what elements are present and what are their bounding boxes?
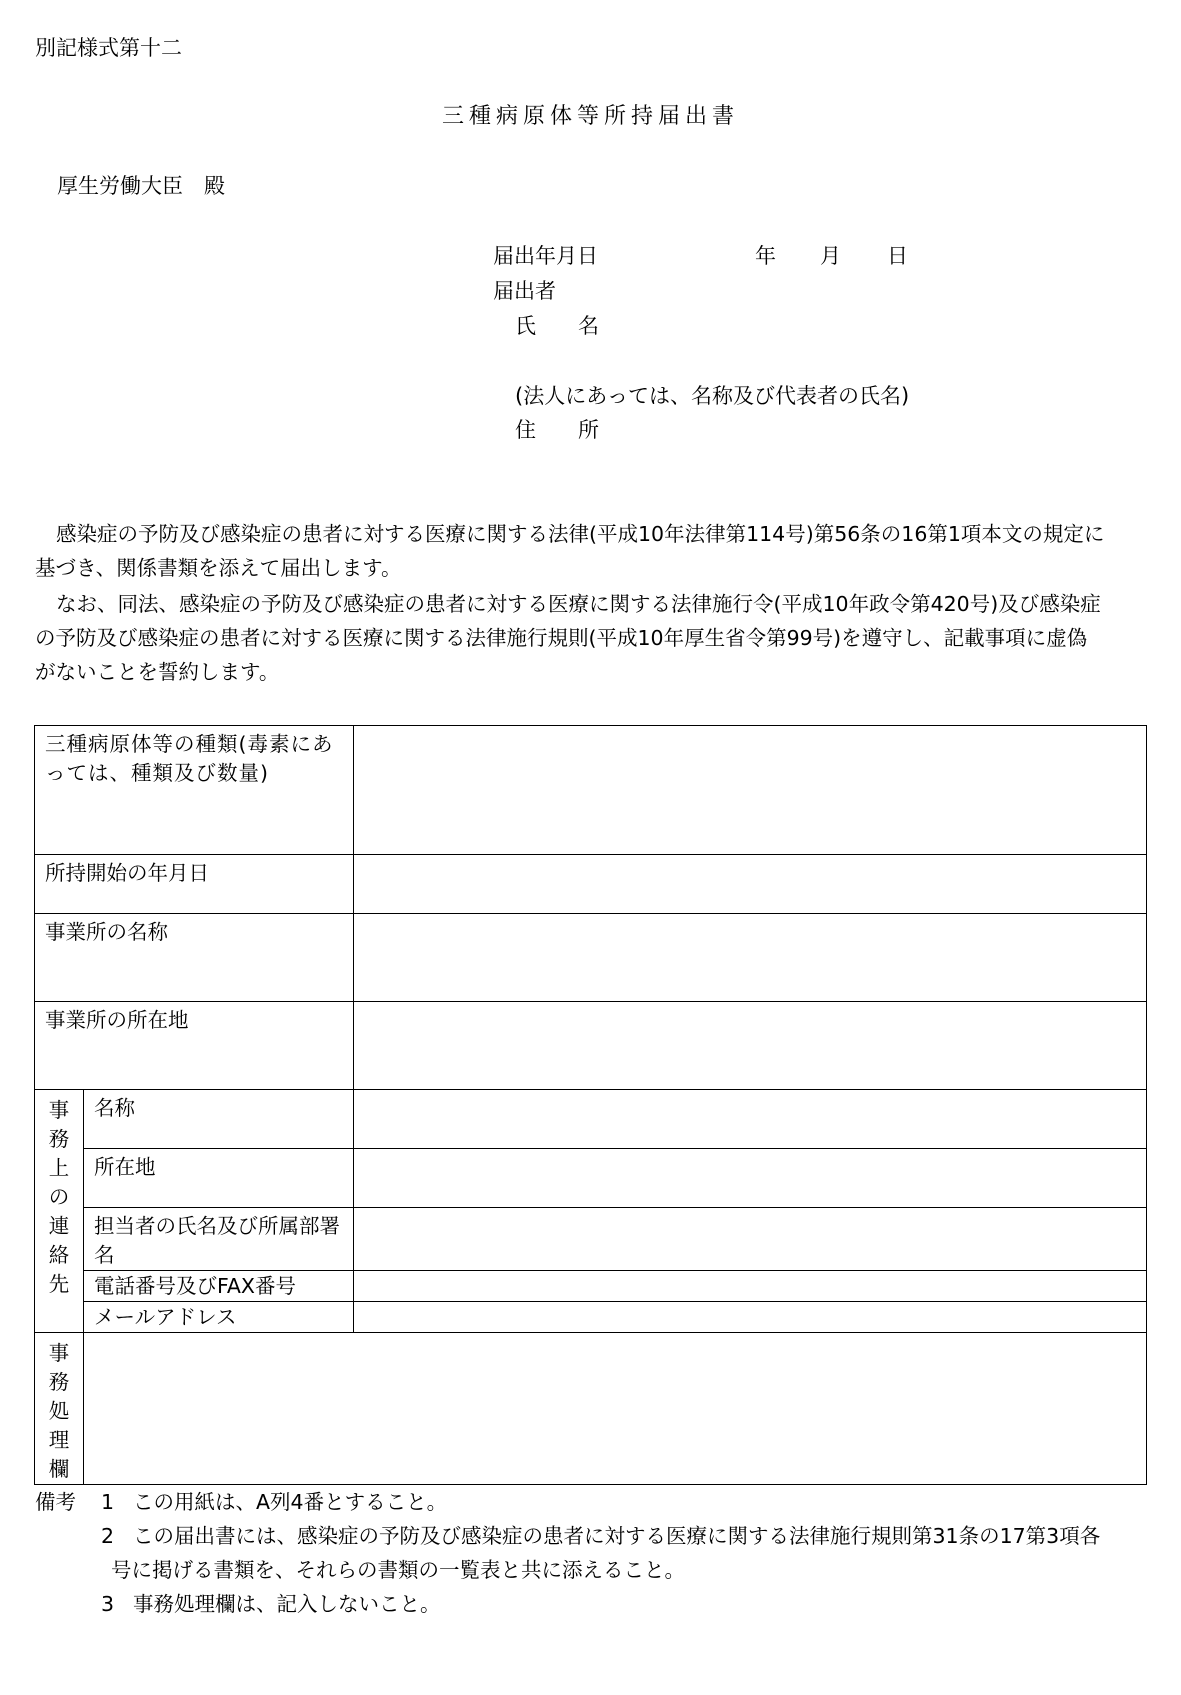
corporate-note: (法人にあっては、名称及び代表者の氏名): [515, 384, 910, 408]
table-row: [35, 1302, 1147, 1333]
contact-name-label: 名称: [84, 1090, 354, 1149]
paragraph2-line2: の予防及び感染症の患者に対する医療に関する法律施行規則(平成10年厚生省令第99号)を遵守し、記載事項に虚偽: [35, 626, 1088, 650]
table-row: [35, 1208, 1147, 1271]
date-day-label: 日: [887, 244, 908, 268]
possession-start-label: 所持開始の年月日: [35, 855, 354, 914]
table-row: [35, 1002, 1147, 1090]
table-row: [35, 1333, 1147, 1485]
addressee: 厚生労働大臣 殿: [57, 174, 225, 198]
contact-location-field[interactable]: [354, 1149, 1147, 1208]
paragraph2-line1: なお、同法、感染症の予防及び感染症の患者に対する医療に関する法律施行令(平成10年政令第420号)及び感染症: [56, 592, 1101, 616]
address-label: 住所: [515, 418, 641, 442]
notifier-label: 届出者: [493, 279, 556, 303]
table-row: [35, 1090, 1147, 1149]
note-3: 事務処理欄は、記入しないこと。: [133, 1592, 441, 1616]
form-code: 別記様式第十二: [35, 36, 182, 60]
contact-person-label: 担当者の氏名及び所属部署名: [84, 1208, 354, 1271]
note-2-number: 2: [101, 1524, 115, 1548]
note-1: この用紙は、A列4番とすること。: [133, 1490, 448, 1514]
paragraph1-line2: 基づき、関係書類を添えて届出します。: [35, 556, 402, 580]
paragraph2-line3: がないことを誓約します。: [35, 660, 280, 684]
contact-name-field[interactable]: [354, 1090, 1147, 1149]
office-use-label: 事 務 処 理 欄: [35, 1333, 84, 1485]
notification-form-table: [34, 725, 1147, 1485]
note-1-number: 1: [101, 1490, 115, 1514]
date-year-label: 年: [755, 244, 776, 268]
table-row: [35, 726, 1147, 855]
note-2-line2: 号に掲げる書類を、それらの書類の一覧表と共に添えること。: [111, 1558, 685, 1582]
name-label: 氏名: [515, 314, 641, 338]
table-row: [35, 914, 1147, 1002]
facility-name-label: 事業所の名称: [35, 914, 354, 1002]
facility-location-label: 事業所の所在地: [35, 1002, 354, 1090]
table-row: [35, 1271, 1147, 1302]
table-row: [35, 1149, 1147, 1208]
office-use-field: [84, 1333, 1147, 1485]
contact-email-field[interactable]: [354, 1302, 1147, 1333]
contact-email-label: メールアドレス: [84, 1302, 354, 1333]
pathogen-type-label: 三種病原体等の種類(毒素にあっては、種類及び数量): [35, 726, 354, 855]
date-month-label: 月: [820, 244, 841, 268]
contact-location-label: 所在地: [84, 1149, 354, 1208]
pathogen-type-field[interactable]: [354, 726, 1147, 855]
note-3-number: 3: [101, 1592, 115, 1616]
paragraph1-line1: 感染症の予防及び感染症の患者に対する医療に関する法律(平成10年法律第114号)第56条の16第1項本文の規定に: [56, 522, 1105, 546]
pledge-paragraph-1: [35, 517, 1145, 585]
remarks-heading: 備考: [35, 1490, 76, 1514]
facility-name-field[interactable]: [354, 914, 1147, 1002]
contact-phone-label: 電話番号及びFAX番号: [84, 1271, 354, 1302]
contact-section-label: 事 務 上 の 連 絡 先: [35, 1090, 84, 1333]
notification-date-label: 届出年月日: [493, 244, 598, 268]
document-title: 三種病原体等所持届出書: [441, 104, 739, 129]
possession-start-field[interactable]: [354, 855, 1147, 914]
table-row: [35, 855, 1147, 914]
note-2-line1: この届出書には、感染症の予防及び感染症の患者に対する医療に関する法律施行規則第31条の17第3項各: [133, 1524, 1101, 1548]
contact-person-field[interactable]: [354, 1208, 1147, 1271]
contact-phone-field[interactable]: [354, 1271, 1147, 1302]
pledge-paragraph-2: [35, 587, 1145, 689]
facility-location-field[interactable]: [354, 1002, 1147, 1090]
